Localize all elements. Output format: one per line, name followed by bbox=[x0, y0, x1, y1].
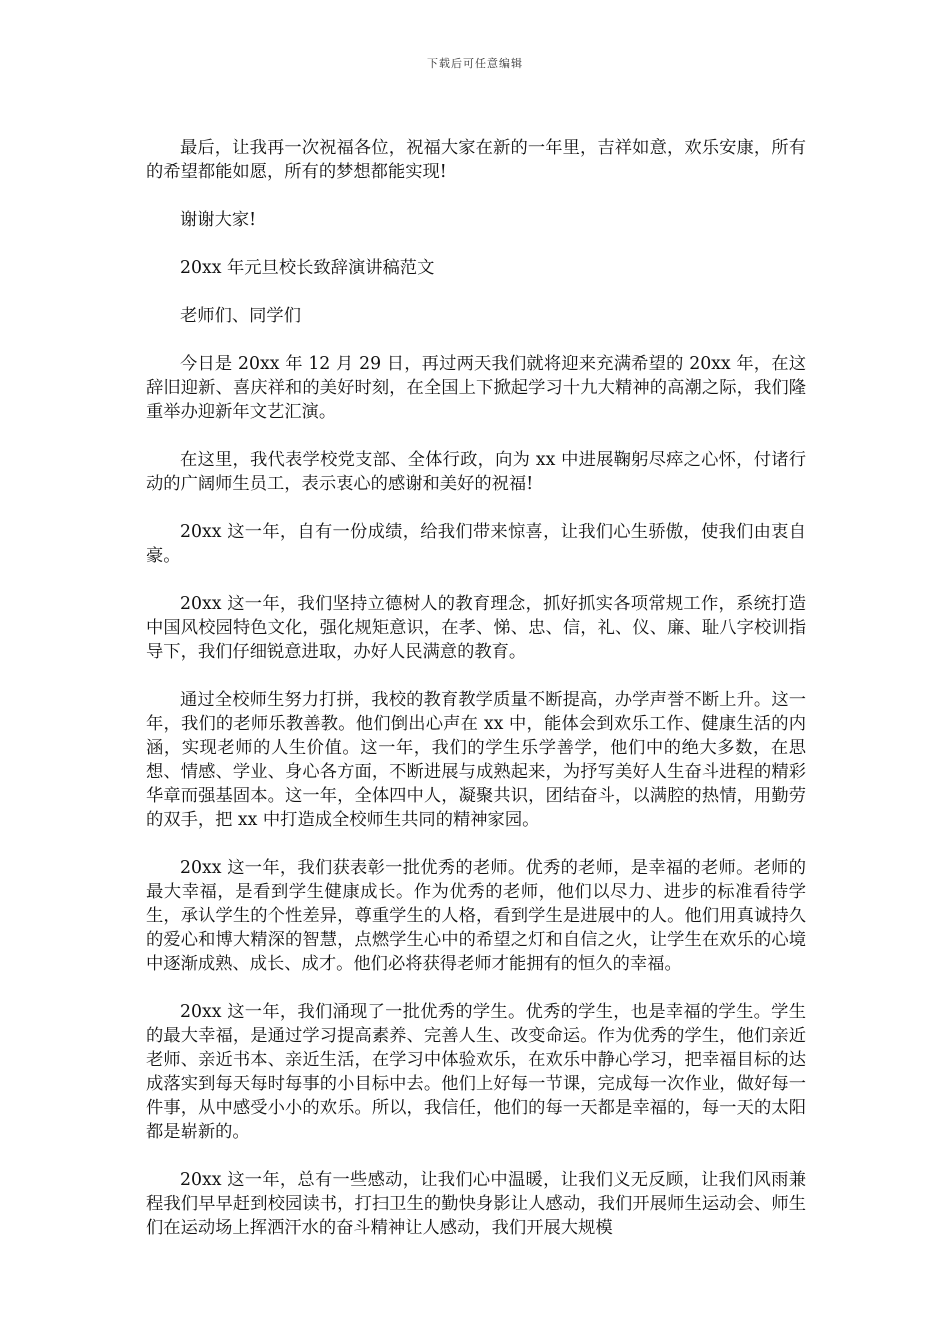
paragraph-gratitude: 在这里，我代表学校党支部、全体行政，向为 xx 中进展鞠躬尽瘁之心怀，付诸行动的广阔师生员工，表示衷心的感谢和美好的祝福! bbox=[146, 450, 806, 494]
paragraph-closing-wishes: 最后，让我再一次祝福各位，祝福大家在新的一年里，吉祥如意，欢乐安康，所有的希望都能如愿，所有的梦想都能实现! bbox=[146, 138, 806, 182]
document-body bbox=[146, 136, 806, 1264]
paragraph-teachers: 20xx 这一年，我们获表彰一批优秀的老师。优秀的老师，是幸福的老师。老师的最大幸福，是看到学生健康成长。作为优秀的老师，他们以尽力、进步的标准看待学生，承认学生的个性差异，尊重学生的人格，看到学生是进展中的人。他们用真诚持久的爱心和博大精深的智慧，点燃学生心中的希望之灯和自信之火，让学生在欢乐的心境中逐渐成熟、成长、成才。他们必将获得老师才能拥有的恒久的幸福。 bbox=[146, 858, 806, 974]
speech-title: 20xx 年元旦校长致辞演讲稿范文 bbox=[180, 258, 435, 278]
paragraph-moments: 20xx 这一年，总有一些感动，让我们心中温暖，让我们义无反顾，让我们风雨兼程我们早早赶到校园读书，打扫卫生的勤快身影让人感动，我们开展师生运动会、师生们在运动场上挥洒汗水的奋斗精神让人感动，我们开展大规模 bbox=[146, 1170, 806, 1238]
paragraph-education-philosophy: 20xx 这一年，我们坚持立德树人的教育理念，抓好抓实各项常规工作，系统打造中国风校园特色文化，强化规矩意识，在孝、悌、忠、信，礼、仪、廉、耻八字校训指导下，我们仔细锐意进取，办好人民满意的教育。 bbox=[146, 594, 806, 662]
salutation: 老师们、同学们 bbox=[180, 306, 301, 326]
paragraph-quality: 通过全校师生努力打拼，我校的教育教学质量不断提高，办学声誉不断上升。这一年，我们的老师乐教善教。他们倒出心声在 xx 中，能体会到欢乐工作、健康生活的内涵，实现老师的人生价值。这一年，我们的学生乐学善学，他们中的绝大多数，在思想、情感、学业、身心各方面，不断进展与成熟起来，为抒写美好人生奋斗进程的精彩华章而强基固本。这一年，全体四中人，凝聚共识，团结奋斗，以满腔的热情，用勤劳的双手，把 xx 中打造成全校师生共同的精神家园。 bbox=[146, 690, 806, 830]
paragraph-students: 20xx 这一年，我们涌现了一批优秀的学生。优秀的学生，也是幸福的学生。学生的最大幸福，是通过学习提高素养、完善人生、改变命运。作为优秀的学生，他们亲近老师、亲近书本、亲近生活，在学习中体验欢乐，在欢乐中静心学习，把幸福目标的达成落实到每天每时每事的小目标中去。他们上好每一节课，完成每一次作业，做好每一件事，从中感受小小的欢乐。所以，我信任，他们的每一天都是幸福的，每一天的太阳都是崭新的。 bbox=[146, 1002, 806, 1142]
paragraph-thanks: 谢谢大家! bbox=[180, 210, 257, 230]
paragraph-intro: 今日是 20xx 年 12 月 29 日，再过两天我们就将迎来充满希望的 20xx 年，在这辞旧迎新、喜庆祥和的美好时刻，在全国上下掀起学习十九大精神的高潮之际，我们隆重举办迎新年文艺汇演。 bbox=[146, 354, 806, 422]
page-header-note: 下载后可任意编辑 bbox=[427, 57, 523, 70]
paragraph-achievements: 20xx 这一年，自有一份成绩，给我们带来惊喜，让我们心生骄傲，使我们由衷自豪。 bbox=[146, 522, 806, 566]
